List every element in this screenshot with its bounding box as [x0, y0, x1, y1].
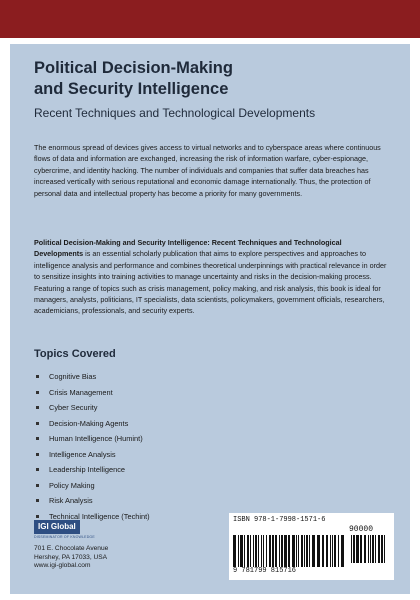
barcode-bar [338, 535, 339, 567]
topics-heading: Topics Covered [34, 348, 116, 360]
barcode-bar [312, 535, 315, 567]
barcode-bar [370, 535, 371, 563]
logo-tagline: DISSEMINATOR OF KNOWLEDGE [34, 535, 95, 539]
topic-label: Cognitive Bias [49, 372, 97, 381]
barcode-bar [375, 535, 376, 563]
barcode-digits: 9 781799 815716 [233, 567, 297, 575]
price-code: 90000 [349, 525, 374, 534]
ean-barcode [233, 535, 345, 567]
barcode-bar [317, 535, 320, 567]
bullet-icon [36, 515, 39, 518]
barcode-bar [364, 535, 366, 563]
barcode-bar [384, 535, 385, 563]
topic-label: Cyber Security [49, 403, 98, 412]
topics-list [34, 369, 150, 524]
barcode-bar [288, 535, 290, 567]
barcode-bar [332, 535, 333, 567]
barcode-bar [309, 535, 310, 567]
top-color-band [0, 0, 420, 38]
barcode-bar [381, 535, 383, 563]
bullet-icon [36, 422, 39, 425]
description-paragraph-2 [34, 237, 390, 317]
bullet-icon [36, 437, 39, 440]
topic-label: Policy Making [49, 480, 95, 490]
barcode-bar [322, 535, 324, 567]
barcode-bar [284, 535, 287, 567]
address-line-2: Hershey, PA 17033, USA [34, 553, 108, 561]
paragraph-2-text: is an essential scholarly publication that aims to explore perspectives and approaches to intelligence analysis and performance and combines theoretical underpinnings with practical relevance in order to sensitize insights into training activities to manage uncertainty and risks in the decision-making process. Featuring a range of topics such as crisis management, policy making, and risk analysis, this book is ideal for managers, analysts, politicians, IT specialists, data scientists, policymakers, government officials, researchers, academicians, professionals, and security experts. [34, 249, 387, 316]
barcode-bar [326, 535, 328, 567]
publisher-logo [34, 520, 80, 534]
topic-item [34, 431, 150, 447]
barcode-bar [368, 535, 369, 563]
barcode-bar [269, 535, 271, 567]
book-title [34, 58, 394, 100]
barcode-bar [292, 535, 295, 567]
paragraph-2-bold-title: Political Decision-Making and Security Intelligence: Recent Techniques and Technological Developments [34, 238, 342, 259]
topic-item [34, 462, 150, 478]
barcode-bar [304, 535, 305, 567]
barcode-bar [279, 535, 280, 567]
bullet-icon [36, 453, 39, 456]
topic-item [34, 416, 150, 432]
logo-wordmark: IGI Global [34, 520, 80, 534]
bullet-icon [36, 391, 39, 394]
description-paragraph-1: The enormous spread of devices gives access to virtual networks and to cyberspace areas where continuous flows of data and information are exchanged, increasing the risk of information warfare, cyber-espionage, cybercrime, and identity hacking. The number of individuals and companies that suffer data breaches has increased vertically with serious reputational and economic damage internationally. Thus, the protection of personal data and intellectual property has become a priority for many governments. [34, 143, 381, 198]
topic-label: Decision-Making Agents [49, 418, 129, 428]
barcode-bar [341, 535, 344, 567]
topic-item [34, 369, 150, 385]
barcode-bar [334, 535, 336, 567]
barcode-bar [351, 535, 352, 563]
barcode-bar [306, 535, 308, 567]
topic-label: Risk Analysis [49, 496, 93, 505]
barcode-bar [301, 535, 303, 567]
barcode-bar [250, 535, 251, 567]
barcode-bar [247, 535, 249, 567]
title-line-2: and Security Intelligence [34, 80, 229, 98]
bullet-icon [36, 375, 39, 378]
barcode-bar [263, 535, 264, 567]
barcode-bar [378, 535, 380, 563]
topic-label: Leadership Intelligence [49, 465, 126, 474]
bullet-icon [36, 406, 39, 409]
barcode-bar [238, 535, 239, 567]
barcode-bar [330, 535, 331, 567]
price-barcode [351, 535, 389, 563]
barcode-bar [253, 535, 254, 567]
barcode-bar [353, 535, 355, 563]
barcode-bar [261, 535, 262, 567]
barcode-bar [233, 535, 236, 567]
topic-item [34, 400, 150, 416]
publisher-address [34, 545, 108, 571]
address-line-1: 701 E. Chocolate Avenue [34, 545, 109, 552]
bullet-icon [36, 468, 39, 471]
barcode-bar [275, 535, 277, 567]
barcode-bar [356, 535, 359, 563]
bullet-icon [36, 484, 39, 487]
topic-label: Human Intelligence (Humint) [49, 434, 143, 443]
barcode-bar [298, 535, 299, 567]
topic-label: Technical Intelligence (Techint) [49, 511, 150, 521]
barcode-bar [255, 535, 257, 567]
barcode-bar [272, 535, 274, 567]
topic-item [34, 385, 150, 401]
topic-item [34, 447, 150, 463]
barcode-bar [244, 535, 245, 567]
barcode-bar [360, 535, 362, 563]
publisher-website: www.igi-global.com [34, 562, 91, 570]
barcode-bar [240, 535, 243, 567]
topic-item [34, 493, 150, 509]
barcode-bar [258, 535, 259, 567]
barcode-bar [281, 535, 283, 567]
barcode-area [229, 513, 394, 580]
topic-label: Intelligence Analysis [49, 449, 116, 459]
isbn-text: ISBN 978-1-7998-1571-6 [233, 516, 326, 524]
bullet-icon [36, 499, 39, 502]
book-subtitle: Recent Techniques and Technological Developments [34, 106, 316, 120]
barcode-bar [296, 535, 297, 567]
barcode-bar [266, 535, 267, 567]
topic-label: Crisis Management [49, 387, 113, 397]
topic-item [34, 478, 150, 494]
barcode-bar [372, 535, 374, 563]
title-line-1: Political Decision-Making [34, 59, 233, 77]
